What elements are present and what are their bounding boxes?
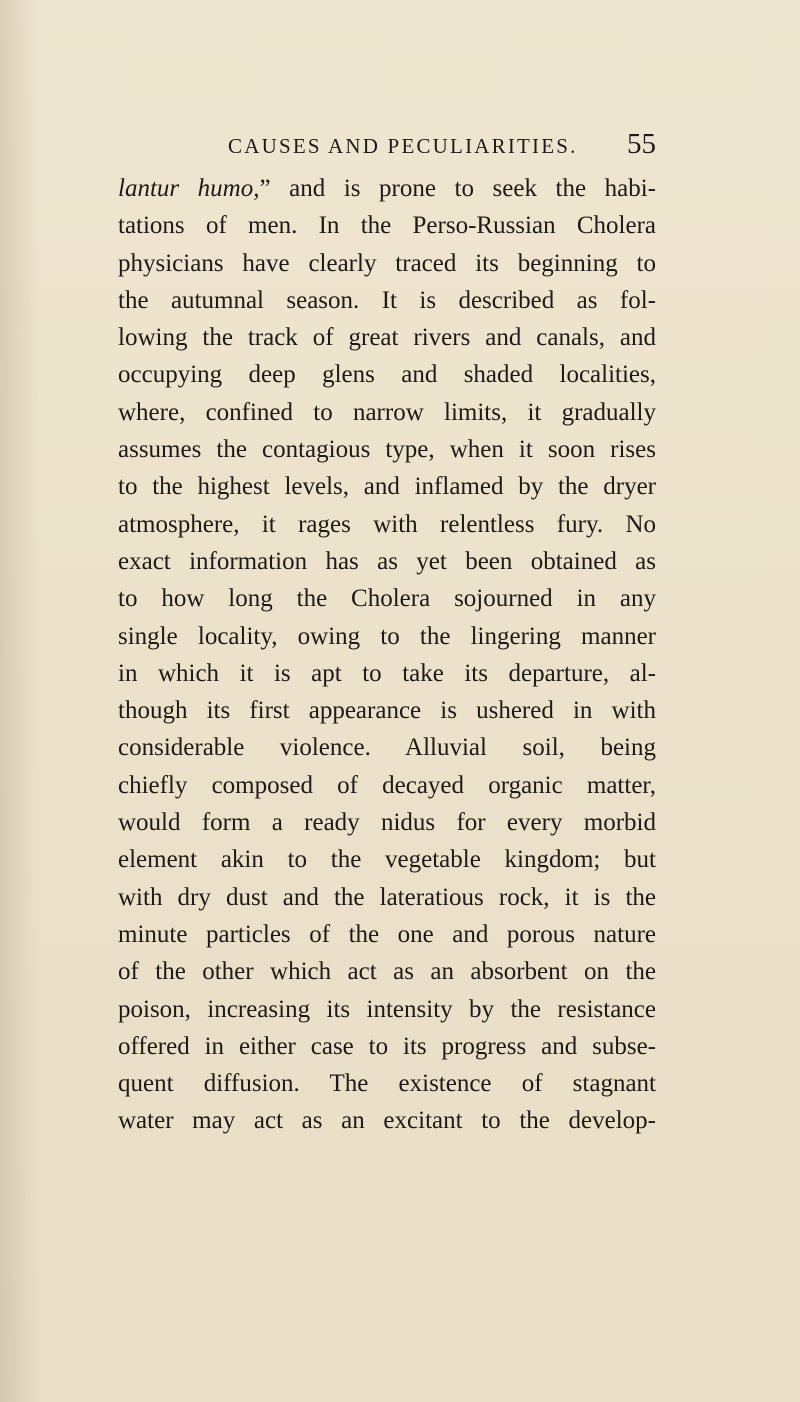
text-line: assumes the contagious type, when it soon rises xyxy=(118,436,656,464)
text-line: chiefly composed of decayed organic matter, xyxy=(118,771,656,799)
text-line: considerable violence. Alluvial soil, being xyxy=(118,734,656,762)
text-line: lowing the track of great rivers and canals, and xyxy=(118,324,656,352)
text-line: of the other which act as an absorbent on the xyxy=(118,958,656,986)
text-line: would form a ready nidus for every morbid xyxy=(118,809,656,837)
text-line: tations of men. In the Perso-Russian Cholera xyxy=(118,212,656,240)
latin-phrase: lantur humo, xyxy=(118,175,260,202)
text-line: element akin to the vegetable kingdom; but xyxy=(118,846,656,874)
text-line: with dry dust and the lateratious rock, it is the xyxy=(118,883,656,911)
text-line: to the highest levels, and inflamed by the dryer xyxy=(118,473,656,501)
text-line: minute particles of the one and porous nature xyxy=(118,920,656,948)
text-line-last: water may act as an excitant to the develop- xyxy=(118,1107,656,1135)
running-head xyxy=(228,128,656,164)
text-line-1 xyxy=(118,170,656,207)
text-line: to how long the Cholera sojourned in any xyxy=(118,585,656,613)
running-head-title: CAUSES AND PECULIARITIES. xyxy=(228,134,578,158)
text-line: though its first appearance is ushered in with xyxy=(118,697,656,725)
text-line: physicians have clearly traced its beginning to xyxy=(118,249,656,277)
text-line: where, confined to narrow limits, it gradually xyxy=(118,398,656,426)
body-text xyxy=(118,170,656,1140)
text-line: quent diffusion. The existence of stagnant xyxy=(118,1070,656,1098)
text-line: the autumnal season. It is described as fol- xyxy=(118,286,656,314)
text-line: poison, increasing its intensity by the resistance xyxy=(118,995,656,1023)
text-line: in which it is apt to take its departure, al- xyxy=(118,659,656,687)
text-line: exact information has as yet been obtained as xyxy=(118,547,656,575)
page-number: 55 xyxy=(627,128,656,160)
text-line: atmosphere, it rages with relentless fury. No xyxy=(118,510,656,538)
text-line: occupying deep glens and shaded localities, xyxy=(118,361,656,389)
text-line-1-rest: ” and is prone to seek the habi- xyxy=(259,175,656,202)
text-line: offered in either case to its progress and subse- xyxy=(118,1032,656,1060)
text-line: single locality, owing to the lingering manner xyxy=(118,622,656,650)
